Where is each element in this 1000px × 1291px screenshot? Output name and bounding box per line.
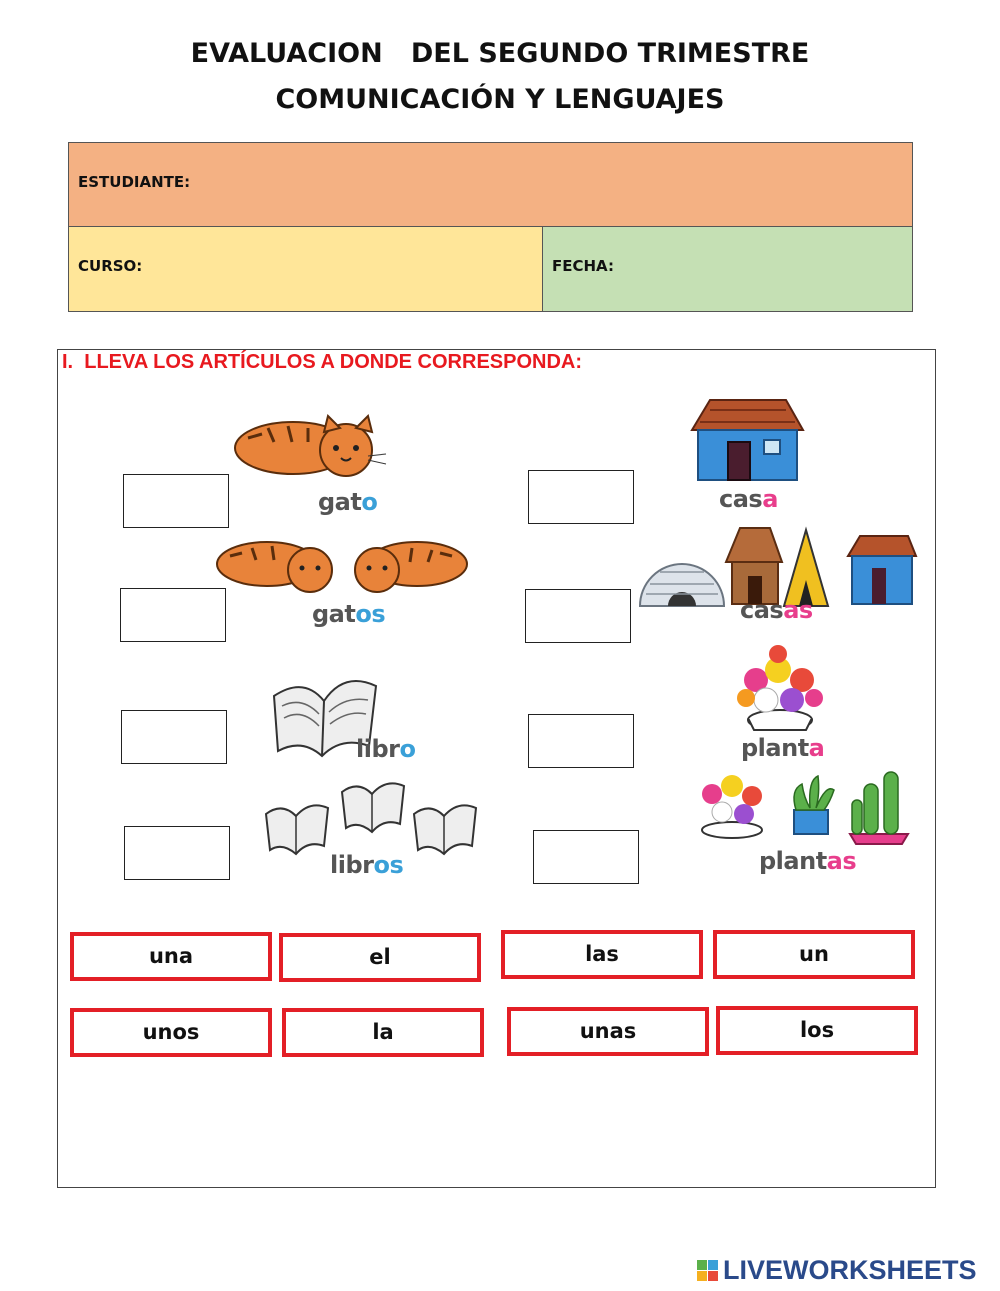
- article-tile-unos[interactable]: unos: [70, 1008, 272, 1057]
- word-libros: libros: [330, 851, 404, 879]
- page-title-line2: COMUNICACIÓN Y LENGUAJES: [275, 84, 725, 115]
- plant-icon: [726, 640, 836, 732]
- student-row[interactable]: [69, 143, 912, 227]
- date-cell[interactable]: [543, 227, 912, 311]
- drop-box-libro[interactable]: [121, 710, 227, 764]
- exercise-heading: I. LLEVA LOS ARTÍCULOS A DONDE CORRESPONDA:: [62, 351, 583, 373]
- word-planta: planta: [741, 734, 825, 762]
- brand-name: LIVEWORKSHEETS: [723, 1255, 977, 1285]
- article-tile-el[interactable]: el: [279, 933, 481, 982]
- article-tile-unas[interactable]: unas: [507, 1007, 709, 1056]
- article-tile-un[interactable]: un: [713, 930, 915, 979]
- word-libro: libro: [356, 735, 416, 763]
- word-plantas: plantas: [759, 847, 857, 875]
- word-casas: casas: [740, 596, 813, 624]
- course-label: CURSO:: [78, 257, 143, 275]
- drop-box-plantas[interactable]: [533, 830, 639, 884]
- drop-box-gato[interactable]: [123, 474, 229, 528]
- drop-box-planta[interactable]: [528, 714, 634, 768]
- course-cell[interactable]: [69, 227, 543, 311]
- liveworksheets-icon: [697, 1260, 719, 1282]
- house-icon: [690, 396, 805, 486]
- drop-box-casas[interactable]: [525, 589, 631, 643]
- drop-box-libros[interactable]: [124, 826, 230, 880]
- two-cats-icon: [212, 524, 477, 600]
- drop-box-gatos[interactable]: [120, 588, 226, 642]
- word-casa: casa: [719, 485, 778, 513]
- article-tile-la[interactable]: la: [282, 1008, 484, 1057]
- article-tile-una[interactable]: una: [70, 932, 272, 981]
- cat-icon: [228, 398, 388, 488]
- article-tile-los[interactable]: los: [716, 1006, 918, 1055]
- student-label: ESTUDIANTE:: [78, 173, 191, 191]
- plants-icon: [692, 764, 914, 848]
- word-gato: gato: [318, 488, 378, 516]
- page-title-line1: EVALUACION DEL SEGUNDO TRIMESTRE: [190, 38, 810, 69]
- date-label: FECHA:: [552, 257, 614, 275]
- article-tile-las[interactable]: las: [501, 930, 703, 979]
- student-info-table: [68, 142, 913, 312]
- drop-box-casa[interactable]: [528, 470, 634, 524]
- word-gatos: gatos: [312, 600, 386, 628]
